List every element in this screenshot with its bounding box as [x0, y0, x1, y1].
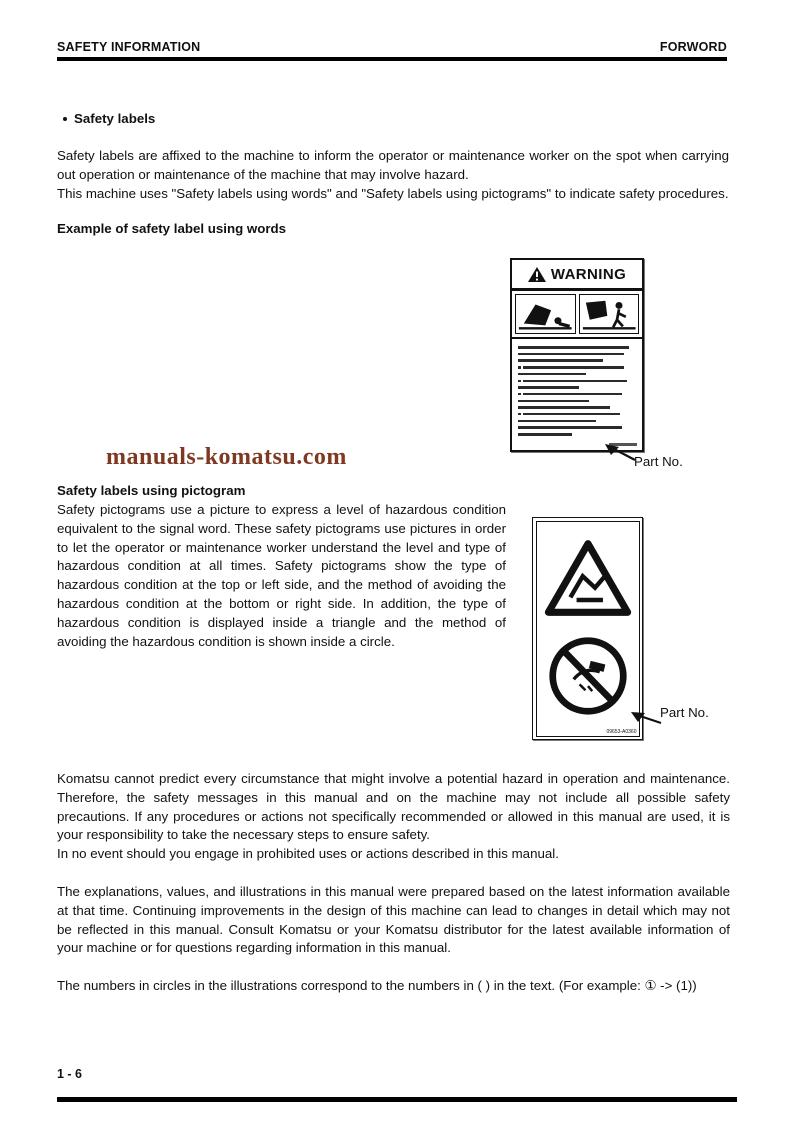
- paragraph-explanations: The explanations, values, and illustrations in this manual were prepared based on the latest information available at that time. Continuing improvements in the design of this machine can lead to changes in detail which may not be reflected in this manual. Consult Komatsu or your Komatsu distributor for the latest available information of your machine or for questions regarding information in this manual.: [57, 883, 730, 956]
- heading-pictogram: Safety labels using pictogram: [57, 483, 246, 498]
- fine-print-lines: [512, 339, 642, 450]
- pictogram-body-text: Safety pictograms use a picture to express a level of hazardous condition equivalent to the signal word. These safety pictograms use pictures in order to let the operator or maintenance worker understand the level and type of hazardous condition at all times. Safety pictograms show the type of hazardous condition at the top or left side, and the method of avoiding the hazardous condition at the bottom or right side. In addition, the type of hazardous condition is displayed inside a triangle and the method of avoiding the hazardous condition is shown inside a circle.: [57, 502, 506, 649]
- heading-example-words: Example of safety label using words: [57, 221, 287, 236]
- safety-labels-bullet-item: [63, 111, 155, 126]
- header-rule: [57, 57, 727, 61]
- header-right-title: FORWORD: [659, 40, 727, 54]
- pictogram-label-figure: [532, 517, 643, 740]
- fine-print-line: [518, 400, 589, 403]
- paragraph-no-prohibited-uses: In no event should you engage in prohibited uses or actions described in this manual.: [57, 846, 559, 862]
- warning-word-label-figure: [510, 258, 644, 452]
- bullet-dot: [63, 117, 67, 121]
- pictogram-label-code: 09653-A0360: [606, 728, 637, 735]
- fine-print-line: [518, 433, 572, 436]
- fine-print-line: [518, 386, 579, 389]
- paragraph-numbers-in-circles: The numbers in circles in the illustrations correspond to the numbers in ( ) in the text. (For example: ① -> (1)): [57, 978, 697, 994]
- body-paragraphs: [57, 770, 730, 996]
- warning-signal-word: WARNING: [550, 265, 627, 283]
- fine-print-line: [523, 393, 622, 396]
- warning-label-header: [512, 260, 642, 291]
- fine-print-line: [518, 373, 586, 376]
- part-no-arrow-2: [628, 708, 664, 728]
- warning-label-pictogram-row: [512, 291, 642, 339]
- fine-print-line: [518, 426, 622, 429]
- intro-paragraphs: [57, 147, 729, 203]
- fine-print-line: [518, 420, 596, 423]
- prohibition-circle-pictogram: [546, 634, 630, 718]
- part-no-label-1: Part No.: [634, 454, 683, 469]
- crush-hazard-drawing-left: [516, 295, 575, 333]
- fine-print-line: [523, 366, 624, 369]
- warning-triangle-icon: [528, 267, 546, 282]
- part-no-arrow-1: [602, 443, 638, 463]
- intro-paragraph-2: This machine uses "Safety labels using words" and "Safety labels using pictograms" to indicate safety procedures.: [57, 185, 729, 201]
- crush-hazard-pictogram-right: [579, 294, 640, 334]
- safety-labels-bullet-label: Safety labels: [74, 111, 156, 126]
- header-left-title: SAFETY INFORMATION: [57, 40, 201, 54]
- pictogram-label-inner: [536, 521, 640, 737]
- fine-print-line: [518, 353, 624, 356]
- fine-print-line: [523, 413, 620, 416]
- paragraph-komatsu-predict: Komatsu cannot predict every circumstance that might involve a potential hazard in operation and maintenance. Therefore, the safety messages in this manual and on the machine may not include all possible safety precautions. If any procedures or actions not specifically recommended or allowed in this manual are used, it is your responsibility to take the necessary steps to ensure safety.: [57, 771, 730, 843]
- intro-paragraph-1: Safety labels are affixed to the machine to inform the operator or maintenance worker on the spot when carrying out operation or maintenance of the machine that may involve hazard.: [57, 148, 729, 182]
- footer-rule: [57, 1097, 737, 1102]
- crush-hazard-drawing-right: [580, 295, 639, 333]
- watermark: manuals-komatsu.com: [106, 444, 347, 470]
- page-number: 1 - 6: [57, 1067, 83, 1081]
- part-no-label-2: Part No.: [660, 705, 709, 720]
- hazard-triangle-pictogram: [544, 539, 632, 617]
- fine-print-line: [518, 406, 610, 409]
- fine-print-line: [518, 359, 603, 362]
- page-header: [57, 40, 727, 54]
- crush-hazard-pictogram-left: [515, 294, 576, 334]
- fine-print-line: [523, 380, 627, 383]
- fine-print-line: [518, 346, 629, 349]
